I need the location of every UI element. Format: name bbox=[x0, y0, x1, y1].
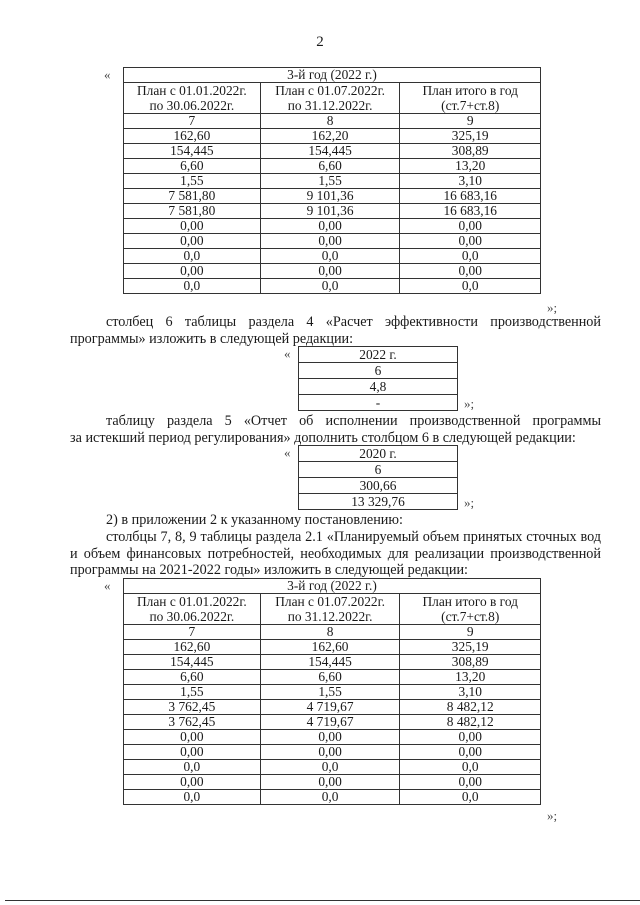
table-cell: 3 762,45 bbox=[124, 700, 261, 715]
text-line: за истекший период регулирования» дополнить столбцом 6 в следующей редакции: bbox=[70, 429, 576, 446]
table-cell: 9 101,36 bbox=[260, 204, 400, 219]
table-cell: 6,60 bbox=[124, 159, 261, 174]
table-row bbox=[124, 219, 541, 234]
table-row bbox=[124, 204, 541, 219]
closing-quote: »; bbox=[547, 808, 558, 823]
table-cell: 3,10 bbox=[400, 174, 541, 189]
table-cell: 8 482,12 bbox=[400, 700, 541, 715]
table-body bbox=[299, 446, 458, 510]
table-efficiency-column6 bbox=[298, 346, 458, 411]
table-cell: 13,20 bbox=[400, 159, 541, 174]
header-line: План с 01.01.2022г. bbox=[137, 594, 247, 609]
table-row bbox=[299, 363, 458, 379]
text-line: столбцы 7, 8, 9 таблицы раздела 2.1 «Планируемый объем принятых сточных вод bbox=[106, 529, 601, 545]
table-cell: 8 482,12 bbox=[400, 715, 541, 730]
table-cell: 4 719,67 bbox=[260, 700, 400, 715]
table-cell: 0,00 bbox=[124, 775, 261, 790]
table-row bbox=[124, 775, 541, 790]
column-header bbox=[260, 594, 400, 625]
table-row bbox=[299, 395, 458, 411]
table-tariff-2022-appendix1 bbox=[123, 67, 541, 294]
table-column-header-row bbox=[124, 594, 541, 625]
table-body bbox=[124, 640, 541, 805]
table-row bbox=[124, 760, 541, 775]
header-line: План итого в год bbox=[422, 83, 518, 98]
page-number: 2 bbox=[316, 34, 324, 50]
table-row bbox=[124, 249, 541, 264]
table-tariff-2022-appendix2 bbox=[123, 578, 541, 805]
table-cell: 9 101,36 bbox=[260, 189, 400, 204]
header-line: (ст.7+ст.8) bbox=[441, 98, 500, 113]
group-header: 3-й год (2022 г.) bbox=[124, 68, 541, 83]
table-row bbox=[124, 685, 541, 700]
opening-quote: « bbox=[284, 346, 291, 361]
header-line: (ст.7+ст.8) bbox=[441, 609, 500, 624]
table-row bbox=[124, 189, 541, 204]
table-cell: 0,0 bbox=[124, 279, 261, 294]
table-body bbox=[299, 347, 458, 411]
table-cell: 6 bbox=[299, 462, 458, 478]
table-cell: 0,00 bbox=[260, 264, 400, 279]
text-line: столбец 6 таблицы раздела 4 «Расчет эффективности производственной bbox=[106, 314, 601, 330]
column-number: 9 bbox=[400, 114, 541, 129]
table-row bbox=[124, 700, 541, 715]
column-header bbox=[124, 594, 261, 625]
table-column-header-row bbox=[124, 83, 541, 114]
table-row bbox=[124, 715, 541, 730]
opening-quote: « bbox=[104, 578, 111, 593]
table-cell: 6 bbox=[299, 363, 458, 379]
table-cell: - bbox=[299, 395, 458, 411]
table-row bbox=[124, 670, 541, 685]
table-row bbox=[124, 174, 541, 189]
table-cell: 1,55 bbox=[260, 174, 400, 189]
closing-quote: »; bbox=[464, 396, 475, 411]
table-cell: 3,10 bbox=[400, 685, 541, 700]
closing-quote: »; bbox=[547, 300, 558, 315]
header-line: План с 01.01.2022г. bbox=[137, 83, 247, 98]
table-cell: 0,0 bbox=[400, 249, 541, 264]
table-row bbox=[124, 234, 541, 249]
table-cell: 0,0 bbox=[124, 760, 261, 775]
header-line: по 30.06.2022г. bbox=[149, 609, 235, 624]
table-cell: 1,55 bbox=[260, 685, 400, 700]
table-cell: 0,00 bbox=[260, 234, 400, 249]
table-report-column6 bbox=[298, 445, 458, 510]
column-number-row bbox=[124, 114, 541, 129]
table-cell: 6,60 bbox=[260, 670, 400, 685]
table-cell: 162,60 bbox=[260, 640, 400, 655]
table-cell: 0,0 bbox=[400, 279, 541, 294]
header-line: План итого в год bbox=[422, 594, 518, 609]
table-row bbox=[299, 494, 458, 510]
column-number: 8 bbox=[260, 625, 400, 640]
table-cell: 154,445 bbox=[124, 655, 261, 670]
opening-quote: « bbox=[284, 445, 291, 460]
column-number: 7 bbox=[124, 625, 261, 640]
paragraph-section2-1-amendment bbox=[70, 529, 601, 579]
table-cell: 0,00 bbox=[400, 234, 541, 249]
text-line: 2) в приложении 2 к указанному постановлению: bbox=[106, 512, 403, 528]
table-cell: 154,445 bbox=[124, 144, 261, 159]
header-line: по 30.06.2022г. bbox=[149, 98, 235, 113]
footer-rule bbox=[5, 900, 640, 901]
text-line: программы на 2021-2022 годы» изложить в следующей редакции: bbox=[70, 562, 468, 579]
column-number: 9 bbox=[400, 625, 541, 640]
table-cell: 162,60 bbox=[124, 129, 261, 144]
table-row bbox=[124, 144, 541, 159]
table-cell: 0,00 bbox=[124, 745, 261, 760]
table-row bbox=[124, 640, 541, 655]
table-cell: 0,00 bbox=[124, 264, 261, 279]
table-cell: 0,00 bbox=[260, 745, 400, 760]
table-cell: 300,66 bbox=[299, 478, 458, 494]
table-cell: 0,0 bbox=[260, 760, 400, 775]
text-line: таблицу раздела 5 «Отчет об исполнении производственной программы bbox=[106, 413, 601, 429]
table-cell: 1,55 bbox=[124, 174, 261, 189]
table-cell: 6,60 bbox=[260, 159, 400, 174]
table-cell: 0,00 bbox=[260, 775, 400, 790]
paragraph-section4-amendment bbox=[70, 314, 601, 347]
table-row bbox=[124, 279, 541, 294]
table-body bbox=[124, 129, 541, 294]
opening-quote: « bbox=[104, 67, 111, 82]
column-number: 8 bbox=[260, 114, 400, 129]
table-cell: 16 683,16 bbox=[400, 189, 541, 204]
table-row bbox=[299, 462, 458, 478]
header-line: по 31.12.2022г. bbox=[287, 98, 373, 113]
table-cell: 0,00 bbox=[400, 264, 541, 279]
table-row bbox=[299, 478, 458, 494]
table-cell: 0,0 bbox=[124, 790, 261, 805]
column-header bbox=[260, 83, 400, 114]
table-cell: 0,00 bbox=[124, 730, 261, 745]
table-cell: 0,00 bbox=[400, 730, 541, 745]
column-header bbox=[400, 594, 541, 625]
table-cell: 325,19 bbox=[400, 129, 541, 144]
column-header bbox=[124, 83, 261, 114]
table-cell: 4,8 bbox=[299, 379, 458, 395]
table-row bbox=[299, 446, 458, 462]
table-cell: 308,89 bbox=[400, 655, 541, 670]
column-number: 7 bbox=[124, 114, 261, 129]
table-cell: 0,00 bbox=[124, 219, 261, 234]
table-cell: 1,55 bbox=[124, 685, 261, 700]
table-row bbox=[299, 347, 458, 363]
table-cell: 16 683,16 bbox=[400, 204, 541, 219]
paragraph-section5-amendment bbox=[70, 413, 601, 446]
table-cell: 3 762,45 bbox=[124, 715, 261, 730]
table-cell: 0,0 bbox=[124, 249, 261, 264]
table-cell: 6,60 bbox=[124, 670, 261, 685]
closing-quote: »; bbox=[464, 495, 475, 510]
table-row bbox=[124, 264, 541, 279]
table-cell: 0,0 bbox=[400, 760, 541, 775]
header-line: по 31.12.2022г. bbox=[287, 609, 373, 624]
table-cell: 0,00 bbox=[400, 745, 541, 760]
table-row bbox=[124, 655, 541, 670]
header-line: План с 01.07.2022г. bbox=[275, 594, 385, 609]
table-cell: 13 329,76 bbox=[299, 494, 458, 510]
column-header bbox=[400, 83, 541, 114]
table-cell: 0,00 bbox=[260, 730, 400, 745]
table-group-header-row bbox=[124, 579, 541, 594]
table-cell: 0,0 bbox=[260, 249, 400, 264]
table-cell: 2020 г. bbox=[299, 446, 458, 462]
table-cell: 0,00 bbox=[400, 775, 541, 790]
table-cell: 0,0 bbox=[400, 790, 541, 805]
table-cell: 0,00 bbox=[260, 219, 400, 234]
table-cell: 154,445 bbox=[260, 655, 400, 670]
table-cell: 2022 г. bbox=[299, 347, 458, 363]
table-cell: 325,19 bbox=[400, 640, 541, 655]
table-cell: 0,00 bbox=[400, 219, 541, 234]
table-cell: 308,89 bbox=[400, 144, 541, 159]
column-number-row bbox=[124, 625, 541, 640]
paragraph-appendix2-intro bbox=[70, 512, 601, 529]
header-line: План с 01.07.2022г. bbox=[275, 83, 385, 98]
table-row bbox=[124, 745, 541, 760]
table-cell: 7 581,80 bbox=[124, 204, 261, 219]
table-cell: 0,0 bbox=[260, 790, 400, 805]
table-cell: 162,20 bbox=[260, 129, 400, 144]
text-line: и объем финансовых потребностей, необходимых для реализации производственной bbox=[70, 545, 601, 562]
table-cell: 154,445 bbox=[260, 144, 400, 159]
table-cell: 4 719,67 bbox=[260, 715, 400, 730]
table-cell: 0,0 bbox=[260, 279, 400, 294]
table-cell: 0,00 bbox=[124, 234, 261, 249]
table-cell: 7 581,80 bbox=[124, 189, 261, 204]
table-row bbox=[124, 129, 541, 144]
text-line: программы» изложить в следующей редакции: bbox=[70, 330, 354, 347]
table-row bbox=[299, 379, 458, 395]
table-row bbox=[124, 790, 541, 805]
table-row bbox=[124, 730, 541, 745]
table-row bbox=[124, 159, 541, 174]
table-cell: 162,60 bbox=[124, 640, 261, 655]
table-cell: 13,20 bbox=[400, 670, 541, 685]
group-header: 3-й год (2022 г.) bbox=[124, 579, 541, 594]
table-group-header-row bbox=[124, 68, 541, 83]
